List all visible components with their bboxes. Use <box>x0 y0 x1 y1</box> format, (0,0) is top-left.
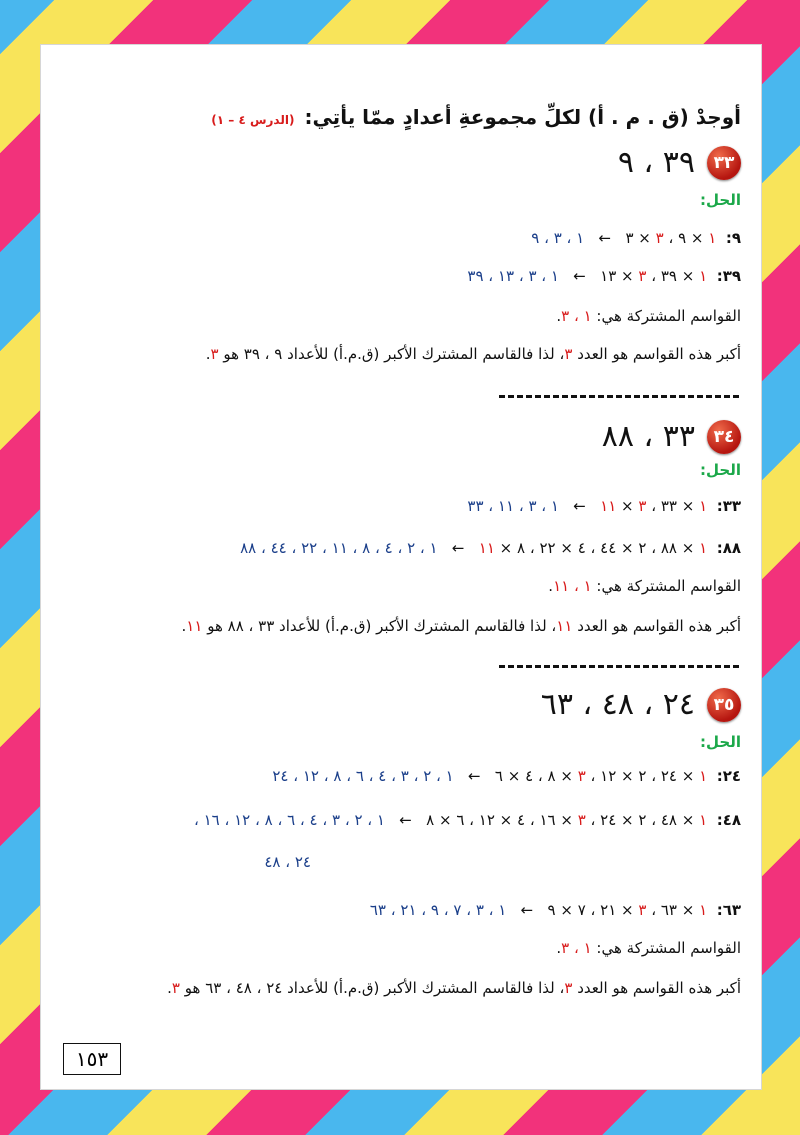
product: ١ × ٦٣ <box>660 901 708 919</box>
product: ١ × ٨٨ <box>660 539 708 557</box>
factors-list: ١ ، ٢ ، ٤ ، ٨ ، ١١ ، ٢٢ ، ٤٤ ، ٨٨ <box>240 539 438 557</box>
factor-row: ٦٣: ١ × ٦٣ ، ٣ × ٢١ ، ٧ × ٩ ← ١ ، ٣ ، ٧ ، ٩ ، ٢١ ، ٦٣ <box>369 901 741 919</box>
divider <box>499 665 739 668</box>
product: ٢ × ٤٤ <box>600 539 647 557</box>
conclusion-text-a: أكبر هذه القواسم هو العدد <box>577 617 741 635</box>
arrow-icon: ← <box>573 497 586 515</box>
conclusion-text-a: أكبر هذه القواسم هو العدد <box>577 979 741 997</box>
gcf-value: ٣ <box>564 345 573 363</box>
row-label: ٦٣: <box>716 901 741 919</box>
problem-numbers: ٣٩ ، ٩ <box>617 145 695 180</box>
factor-row: ٩: ١ × ٩ ، ٣ × ٣ ← ١ ، ٣ ، ٩ <box>531 229 741 247</box>
common-factors: القواسم المشتركة هي: ١ ، ١١. <box>548 577 741 595</box>
row-label: ٤٨: <box>716 811 741 829</box>
factors-list: ١ ، ٣ ، ٩ <box>531 229 585 247</box>
common-label: القواسم المشتركة هي: <box>596 939 741 957</box>
common-label: القواسم المشتركة هي: <box>596 307 741 325</box>
row-label: ٨٨: <box>716 539 741 557</box>
solution-label: الحل: <box>700 461 741 479</box>
product: ٤ × ٦ <box>494 767 534 785</box>
lesson-reference: (الدرس ٤ – ١) <box>211 113 295 127</box>
problem-35-header <box>541 687 741 722</box>
conclusion-text-b: ، لذا فالقاسم المشترك الأكبر (ق.م.أ) للأعداد ٣٣ ، ٨٨ هو <box>207 617 557 635</box>
conclusion: أكبر هذه القواسم هو العدد ٣، لذا فالقاسم المشترك الأكبر (ق.م.أ) للأعداد ٩ ، ٣٩ هو ٣. <box>205 345 741 363</box>
problem-number-badge: ٣٤ <box>707 420 741 454</box>
product: ١ × ٣٩ <box>660 267 708 285</box>
title-text: أوجدْ (ق . م . أ) لكلِّ مجموعةِ أعدادٍ ممّا يأتِي: <box>304 105 741 129</box>
product: ٣ × ٨ <box>547 767 586 785</box>
product: ٣ × ١١ <box>600 497 647 515</box>
row-label: ٩: <box>725 229 741 247</box>
product: ٣ × ١٣ <box>600 267 647 285</box>
factor-row: ٤٨: ١ × ٤٨ ، ٢ × ٢٤ ، ٣ × ١٦ ، ٤ × ١٢ ، ٦ × ٨ ← ١ ، ٢ ، ٣ ، ٤ ، ٦ ، ٨ ، ١٢ ، ١٦ ، <box>193 811 741 829</box>
problem-numbers: ٢٤ ، ٤٨ ، ٦٣ <box>540 687 695 722</box>
factor-row: ٣٣: ١ × ٣٣ ، ٣ × ١١ ← ١ ، ٣ ، ١١ ، ٣٣ <box>467 497 741 515</box>
common-values: ١ ، ٣ <box>561 939 592 957</box>
product: ١ × ٢٤ <box>660 767 708 785</box>
factor-row: ٢٤: ١ × ٢٤ ، ٢ × ١٢ ، ٣ × ٨ ، ٤ × ٦ ← ١ ، ٢ ، ٣ ، ٤ ، ٦ ، ٨ ، ١٢ ، ٢٤ <box>272 767 741 785</box>
arrow-icon: ← <box>573 267 586 285</box>
problem-33-header <box>618 145 741 180</box>
factors-list-continued: ٢٤ ، ٤٨ <box>264 853 311 871</box>
conclusion: أكبر هذه القواسم هو العدد ٣، لذا فالقاسم المشترك الأكبر (ق.م.أ) للأعداد ٢٤ ، ٤٨ ، ٦٣ هو ٣. <box>167 979 741 997</box>
page-number: ١٥٣ <box>63 1043 121 1075</box>
product: ٨ × ١١ <box>478 539 526 557</box>
product: ٢ × ١٢ <box>600 767 647 785</box>
row-label: ٣٩: <box>716 267 741 285</box>
product: ٣ × ١٦ <box>539 811 586 829</box>
solution-label: الحل: <box>700 191 741 209</box>
problem-number-badge: ٣٥ <box>707 688 741 722</box>
product: ٦ × ٨ <box>426 811 465 829</box>
product: ٤ × ٢٢ <box>539 539 586 557</box>
row-label: ٣٣: <box>716 497 741 515</box>
product: ٣ × ٣ <box>625 229 664 247</box>
factors-list: ١ ، ٣ ، ١١ ، ٣٣ <box>467 497 559 515</box>
row-label: ٢٤: <box>716 767 741 785</box>
gcf-value: ٣ <box>564 979 573 997</box>
divider <box>499 395 739 398</box>
conclusion: أكبر هذه القواسم هو العدد ١١، لذا فالقاسم المشترك الأكبر (ق.م.أ) للأعداد ٣٣ ، ٨٨ هو ١١. <box>181 617 741 635</box>
product: ١ × ٤٨ <box>660 811 708 829</box>
common-values: ١ ، ٣ <box>561 307 592 325</box>
worksheet-page <box>40 44 762 1090</box>
gcf-value: ١١ <box>186 617 203 635</box>
product: ١ × ٣٣ <box>660 497 708 515</box>
conclusion-text-b: ، لذا فالقاسم المشترك الأكبر (ق.م.أ) للأعداد ٩ ، ٣٩ هو <box>223 345 565 363</box>
problem-number-badge: ٣٣ <box>707 146 741 180</box>
problem-34-header <box>602 419 741 454</box>
arrow-icon: ← <box>399 811 412 829</box>
arrow-icon: ← <box>451 539 465 557</box>
product: ٧ × ٩ <box>547 901 586 919</box>
gcf-value: ٣ <box>210 345 219 363</box>
product: ٣ × ٢١ <box>600 901 647 919</box>
common-label: القواسم المشتركة هي: <box>596 577 741 595</box>
product: ١ × ٩ <box>678 229 717 247</box>
problem-numbers: ٣٣ ، ٨٨ <box>601 419 695 454</box>
exercise-title <box>211 105 741 129</box>
conclusion-text-b: ، لذا فالقاسم المشترك الأكبر (ق.م.أ) للأعداد ٢٤ ، ٤٨ ، ٦٣ هو <box>184 979 565 997</box>
product: ٤ × ١٢ <box>478 811 526 829</box>
factors-list: ١ ، ٢ ، ٣ ، ٤ ، ٦ ، ٨ ، ١٢ ، ٢٤ <box>272 767 454 785</box>
factor-row: ٣٩: ١ × ٣٩ ، ٣ × ١٣ ← ١ ، ٣ ، ١٣ ، ٣٩ <box>467 267 741 285</box>
conclusion-text-a: أكبر هذه القواسم هو العدد <box>577 345 741 363</box>
gcf-value: ١١ <box>556 617 573 635</box>
factor-row: ٨٨: ١ × ٨٨ ، ٢ × ٤٤ ، ٤ × ٢٢ ، ٨ × ١١ ← ١ ، ٢ ، ٤ ، ٨ ، ١١ ، ٢٢ ، ٤٤ ، ٨٨ <box>240 539 741 557</box>
solution-label: الحل: <box>700 733 741 751</box>
common-factors: القواسم المشتركة هي: ١ ، ٣. <box>556 307 741 325</box>
factors-list: ١ ، ٣ ، ٧ ، ٩ ، ٢١ ، ٦٣ <box>369 901 507 919</box>
arrow-icon: ← <box>520 901 534 919</box>
factors-list: ١ ، ٣ ، ١٣ ، ٣٩ <box>467 267 559 285</box>
common-factors: القواسم المشتركة هي: ١ ، ٣. <box>556 939 741 957</box>
gcf-value: ٣ <box>171 979 180 997</box>
product: ٢ × ٢٤ <box>600 811 647 829</box>
factors-list: ١ ، ٢ ، ٣ ، ٤ ، ٦ ، ٨ ، ١٢ ، ١٦ ، <box>193 811 385 829</box>
arrow-icon: ← <box>468 767 481 785</box>
common-values: ١ ، ١١ <box>553 577 592 595</box>
arrow-icon: ← <box>598 229 612 247</box>
